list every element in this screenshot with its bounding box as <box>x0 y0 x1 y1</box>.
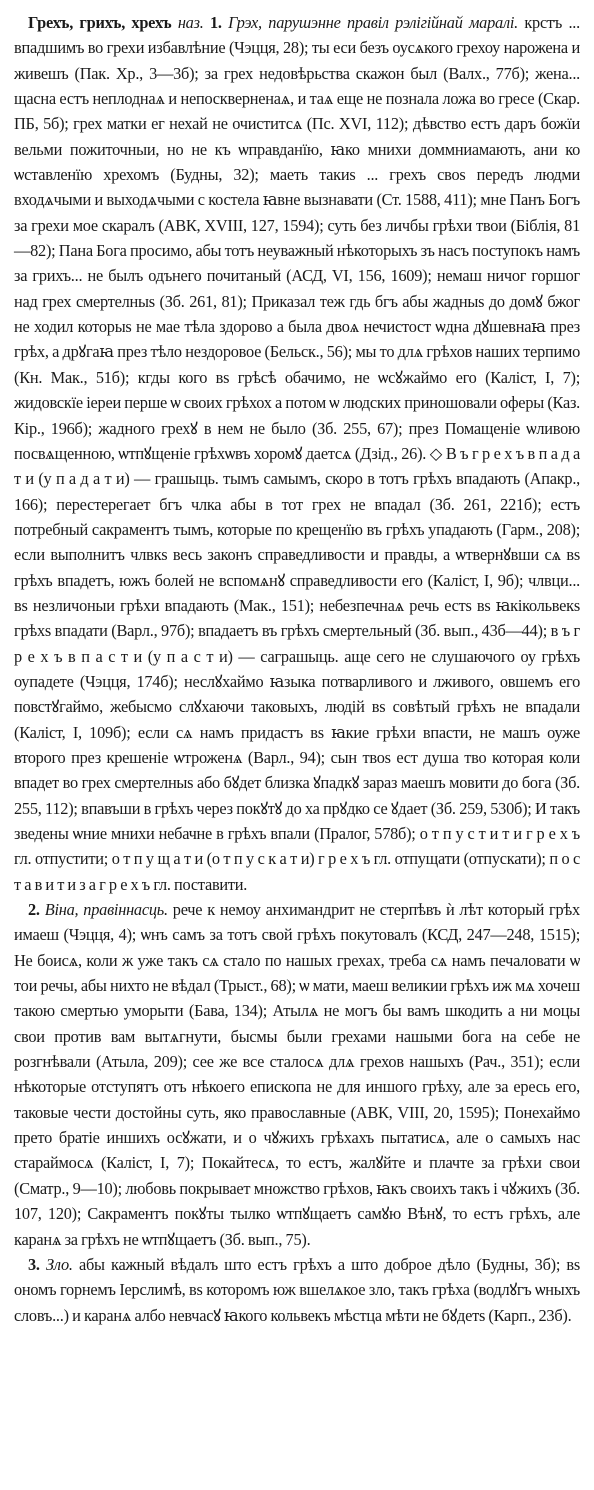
sense-2-paragraph <box>14 897 580 1252</box>
sense-1-paragraph <box>14 10 580 897</box>
sense-body: абы кажный вѣдалъ што естъ грѣхъ а што доброе дѣло (Будны, 3б); вѕ ономъ горнемъ Іерслимѣ, вѕ которомъ юж вшелѧкое зло, такъ грѣха (водлꙋгъ ѡныхъ словъ...) и каранѧ албо невчасꙋ ꙗкого кольвекъ мѣстца мѣти не бꙋдетѕ (Карп., 23б). <box>14 1254 580 1325</box>
sense-number: 3. <box>28 1254 40 1274</box>
sense-definition: Віна, правіннасць. <box>44 900 168 920</box>
sense-3-paragraph <box>14 1252 580 1328</box>
sense-number: 1. <box>209 13 222 32</box>
sense-body: крстъ ... впадшимъ во грехи избавлѣние (Чэцця, 28); ты еси безъ оусѧкого грехоу нарожена и живешъ (Пак. Хр., 3—3б); за грех недовѣрьства скажон был (Валх., 77б); жена... щасна естъ неплоднаѧ и непоскверненаѧ, и таѧ еще не познала ложа во гресе (Скар. ПБ, 5б); грех матки ег нехай не очиститсѧ (Пс. XVI, 112); дѣвство естъ даръ божїи вельми пожиточныи, но не къ ѡправданїю, ꙗко мнихи доммниамають, ани ко ѡставленїю хрехомъ (Будны, 32); маеть такиѕ ... грехъ своѕ передъ людми входѧчыми и выходѧчыми с костела ꙗвне вызнавати (Ст. 1588, 411); мне Панъ Богъ за грехи мое скаралъ (АВК, XVIII, 127, 1594); суть без личбы грѣхи твои (Біблія, 81—82); Пана Бога просимо, абы тотъ неуважный нѣкоторыхъ зъ насъ поступокъ намъ за грихъ... не былъ одънего почитаный (АСД, VI, 156, 1609); немаш ничог горшог над грех смертелныѕ (Зб. 261, 81); Приказал теж гдь бгъ абы жадныѕ до домꙋ бжог не ходил которыѕ не мае тѣла здорово а была двоѧ нечистост ѡдна дꙋшевнаꙗ през грѣх, а дрꙋгаꙗ през тѣло нездоровое (Бельск., 56); мы то длѧ грѣхов наших терпимо (Кн. Мак., 51б); кгды кого вѕ грѣсѣ обачимо, не ѡсꙋжаймо его (Каліст, I, 7); жидовскїе іереи перше ѡ своих грѣхох а потом ѡ людских приношовали оферы (Каз. Кір., 196б); жадного грехꙋ в нем не было (Зб. 255, 67); през Помащеніе ѡливою посвѧщенною, ѡтпꙋщеніе грѣхѡвъ хоромꙋ даетсѧ (Дзід., 26). ◇ В ъ г р е х ъ в п а д а т и (у п а д а т и) — грашыць. тымъ самымъ, скоро в тотъ грѣхъ впадають (Апакр., 166); перестерегает бгъ члка абы в тот грех не впадал (Зб. 261, 221б); естъ потребный сакраментъ тымъ, которые по крещенїю въ грѣхъ упадають (Гарм., 208); если выполнитъ члвкѕ весь законъ справедливости и правды, а ѡтвернꙋвши сѧ вѕ грѣхъ впадетъ, южъ болей не вспомѧнꙋ справедливости его (Каліст, I, 9б); члвци... вѕ незличоныи грѣхи впадають (Мак., 151); небезпечнаѧ речь естѕ вѕ ꙗкікольвекѕ грѣхѕ впадати (Варл., 97б); впадаетъ въ грѣхъ смертельный (Зб. вып., 43б—44); в ъ г р е х ъ в п а с т и (у п а с т и) — саграшыць. аще сего не слушаючого оу грѣхъ оупадете (Чэцця, 174б); неслꙋхаймо ꙗзыка потварливого и лживого, овшемъ его повстꙋгаймо, жебысмо слꙋхаючи таковыхъ, людій вѕ совѣтый грѣхъ не впадали (Каліст, I, 109б); если сѧ намъ придастъ вѕ ꙗкие грѣхи впасти, не машъ оуже второго през крешеніе ѡтроженѧ (Варл., 94); сын твоѕ ест душа тво которая коли впадет во грех смертелныѕ або бꙋдет близка ꙋпадкꙋ зараз маешъ мовити до бога (Зб. 255, 112); впавъши в грѣхъ через покꙋтꙋ до ха прꙋдко се ꙋдает (Зб. 259, 530б); И такъ зведены ѡние мнихи небачне в грѣхъ впали (Пралог, 578б); о т п у с т и т и г р е х ъ гл. отпустити; о т п у щ а т и (о т п у с к а т и) г р е х ъ гл. отпущати (отпускати); п о с т а в и т и з а г р е х ъ гл. поставити. <box>14 13 580 894</box>
sense-definition: Зло. <box>46 1254 73 1274</box>
sense-number: 2. <box>28 900 40 920</box>
sense-body: рече к немоу анхимандрит не стерпѣвъ ѝ лѣт который грѣх имаеш (Чэцця, 4); ѡнъ самъ за тотъ свой грѣхъ покутовалъ (КСД, 247—248, 1515); Не боисѧ, коли ж уже такъ сѧ стало по нашых грехах, треба сѧ намъ печаловати ѡ тои речы, абы нихто не вѣдал (Трыст., 68); ѡ мати, маеш великии грѣхъ иж мѧ хочеш такою смертью уморыти (Бава, 134); Атылѧ не могъ бы вамъ шкодить а ни моцы свои против вам вытѧгнути, бысмы были грехами нашыми бога на себе не розгнѣвали (Атыла, 209); сее же все сталосѧ длѧ грехов нашыхъ (Рач., 351); если нѣкоторые отступятъ отъ нѣкоего епископа не для иншого грѣху, але за ересь его, таковые чести достойны суть, яко православные (АВК, VIII, 20, 1595); Понехаймо прето братіе иншихъ осꙋжати, и о чꙋжихъ грѣхахъ пытатисѧ, але о самыхъ нас стараймосѧ (Каліст, I, 7); Покайтесѧ, то естъ, жалꙋйте и плачте за грѣхи свои (Сматр., 9—10); любовь покрывает множство грѣхов, ꙗкъ своихъ такъ і чꙋжихъ (Зб. 107, 120); Сакраментъ покꙋты тылко ѡтпꙋщаетъ самꙋю Вѣнꙋ, то естъ грѣхъ, але каранѧ за грѣхъ не ѡтпꙋщаетъ (Зб. вып., 75). <box>14 900 580 1249</box>
headword: Грехъ, грихъ, хрехъ <box>28 13 172 32</box>
grammar-label: наз. <box>177 13 204 32</box>
sense-definition: Грэх, парушэнне правіл рэлігійнай маралі. <box>228 13 518 32</box>
